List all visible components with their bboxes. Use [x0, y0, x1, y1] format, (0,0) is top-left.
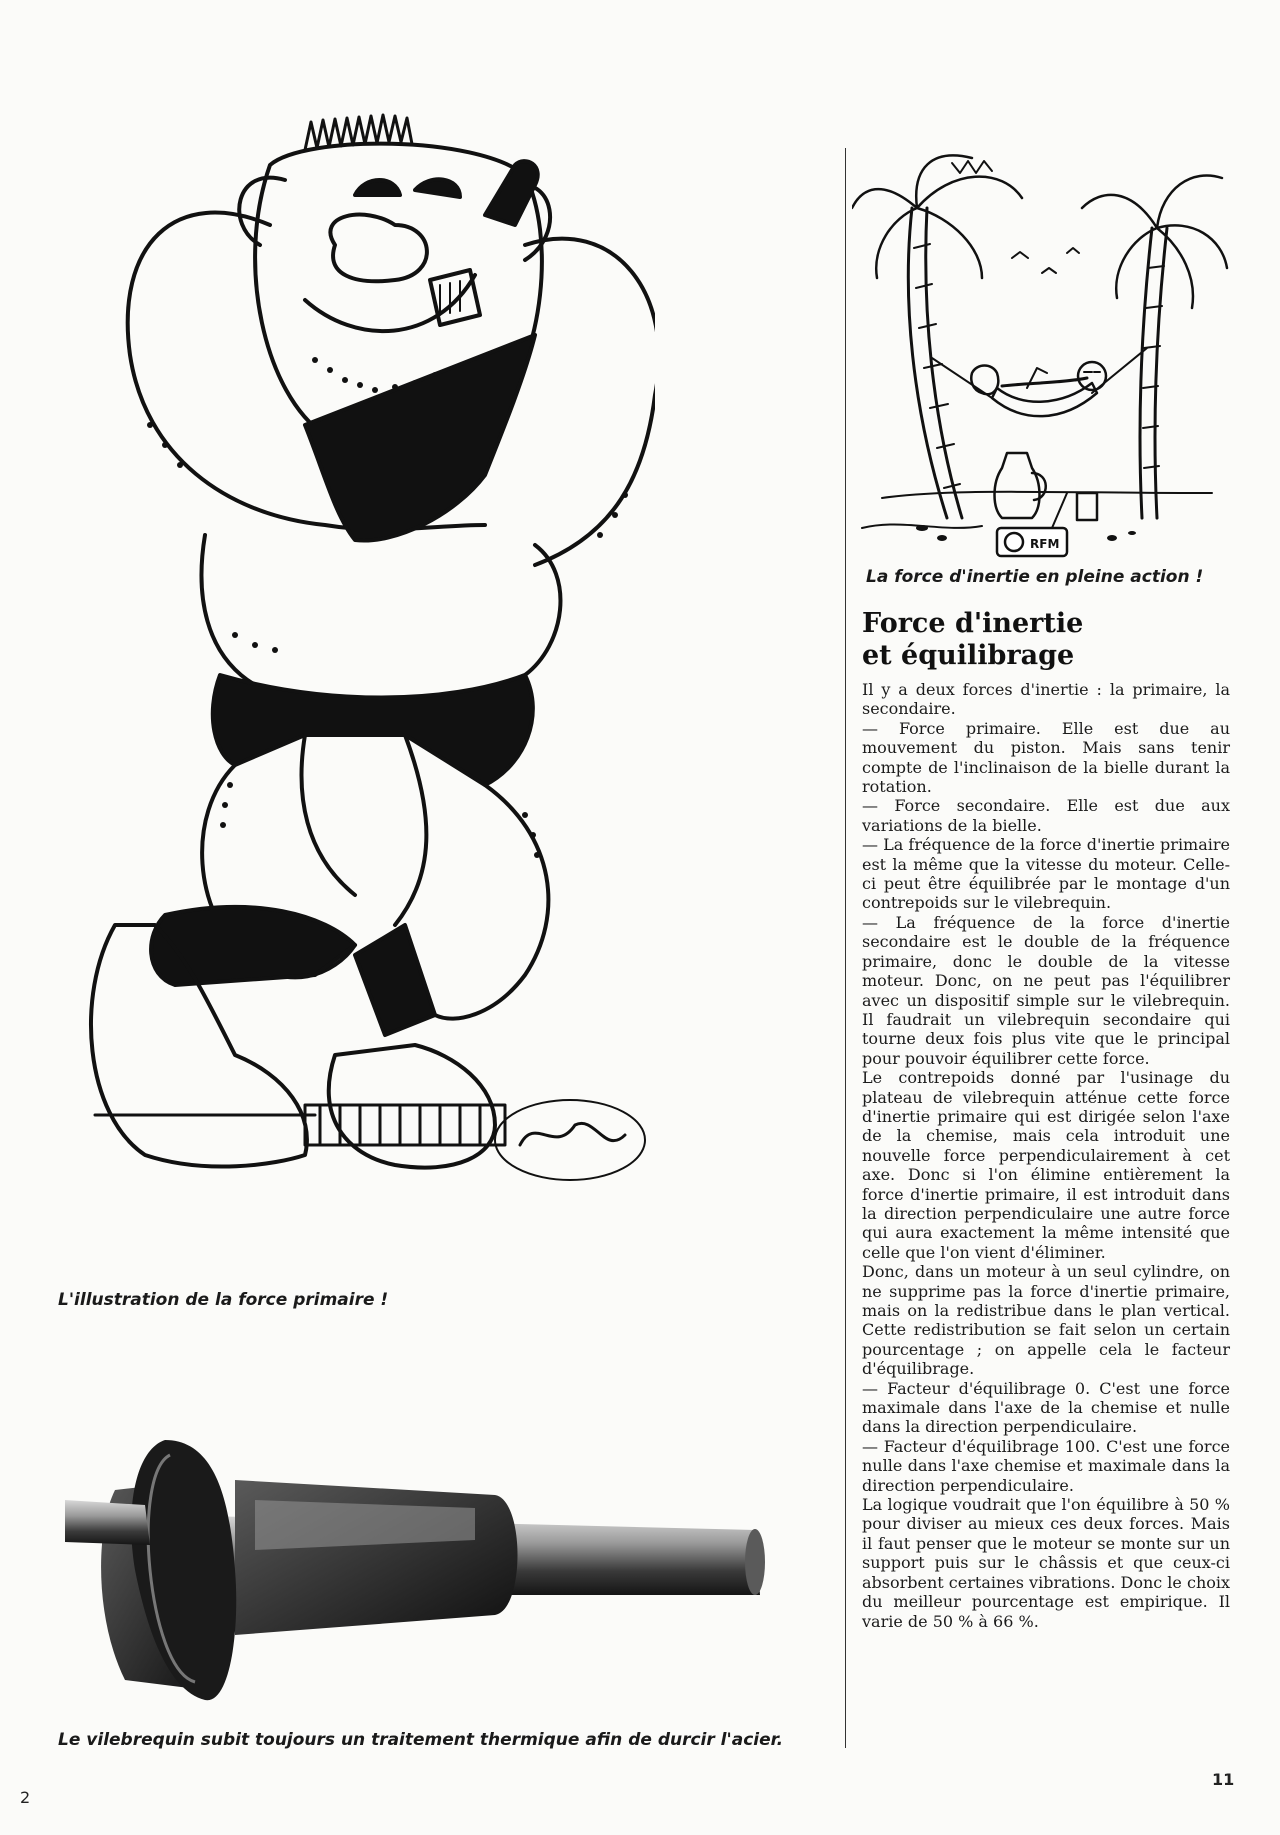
article-paragraph: — La fréquence de la force d'inertie primaire est la même que la vitesse du moteur. Celle-ci peut être équilibrée par le montage d'un contrepoids sur le vilebrequin.	[862, 835, 1230, 913]
column-divider	[845, 148, 846, 1748]
page-number-right: 11	[1212, 1770, 1235, 1789]
article-heading-line-2: et équilibrage	[862, 640, 1075, 671]
article-paragraph: — Facteur d'équilibrage 100. C'est une force nulle dans l'axe chemise et maximale dans la direction perpendiculaire.	[862, 1436, 1230, 1495]
article-paragraph: — Force secondaire. Elle est due aux variations de la bielle.	[862, 796, 1230, 835]
strongman-cartoon	[55, 95, 655, 1260]
article-paragraph: — Force primaire. Elle est due au mouvement du piston. Mais sans tenir compte de l'inclinaison de la bielle durant la rotation.	[862, 718, 1230, 797]
article-paragraph: La logique voudrait que l'on équilibre à 50 % pour diviser au mieux ces deux forces. Mais il faut penser que le moteur se monte sur un support puis sur le châssis et que ceux-ci absorbent certaines vibrations. Donc le choix du meilleur pourcentage est empirique. Il varie de 50 % à 66 %.	[862, 1495, 1231, 1631]
article-paragraph: Donc, dans un moteur à un seul cylindre, on ne supprime pas la force d'inertie primaire, mais on la redistribue dans le plan vertical. Cette redistribution se fait selon un certain pourcentage ; on appelle cela le facteur d'équilibrage.	[862, 1262, 1230, 1379]
article-paragraph: Il y a deux forces d'inertie : la primaire, la secondaire.	[862, 680, 1230, 719]
cartoon-caption: L'illustration de la force primaire !	[58, 1290, 389, 1310]
crankshaft-caption: Le vilebrequin subit toujours un traitement thermique afin de durcir l'acier.	[58, 1730, 784, 1750]
article-body	[862, 680, 1230, 1631]
radio-label: RFM	[1030, 537, 1060, 551]
article-paragraph: — Facteur d'équilibrage 0. C'est une force maximale dans l'axe de la chemise et nulle dans la direction perpendiculaire.	[862, 1378, 1230, 1437]
hammock-cartoon	[852, 148, 1232, 558]
page-number-left: 2	[20, 1788, 31, 1807]
article-heading-line-1: Force d'inertie	[862, 608, 1084, 639]
crankshaft-photo	[55, 1420, 845, 1720]
hammock-caption: La force d'inertie en pleine action !	[866, 567, 1204, 587]
article-heading	[862, 608, 1242, 672]
article-paragraph: Le contrepoids donné par l'usinage du plateau de vilebrequin atténue cette force d'inertie primaire qui est dirigée selon l'axe de la chemise, mais cela introduit une nouvelle force perpendiculairement à cet axe. Donc si l'on élimine entièrement la force d'inertie primaire, il est introduit dans la direction perpendiculaire une autre force qui aura exactement la même intensité que celle que l'on vient d'éliminer.	[862, 1068, 1230, 1262]
article-paragraph: — La fréquence de la force d'inertie secondaire est le double de la fréquence primaire, donc le double de la vitesse moteur. Donc, on ne peut pas l'équilibrer avec un dispositif simple sur le vilebrequin. Il faudrait un vilebrequin secondaire qui tourne deux fois plus vite que le principal pour pouvoir équilibrer cette force.	[862, 912, 1230, 1068]
